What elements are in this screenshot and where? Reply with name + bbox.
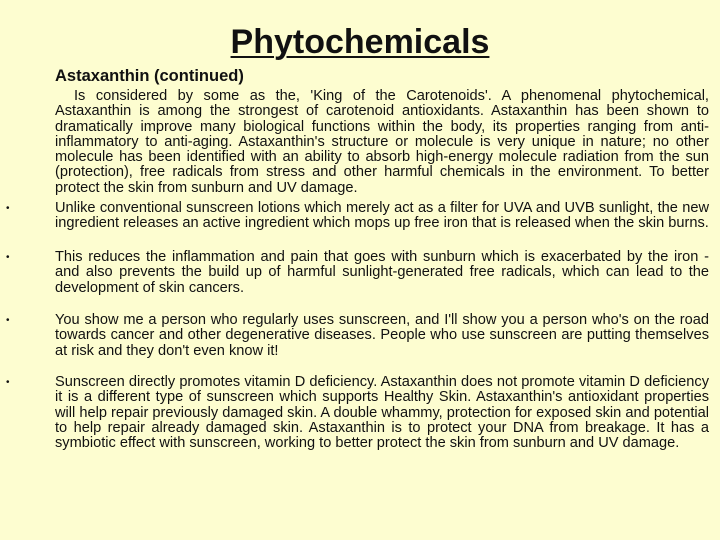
slide-title: Phytochemicals bbox=[230, 23, 490, 61]
bullet-text: This reduces the inflammation and pain that goes with sunburn which is exacerbated by the iron - and also prevents the build up of harmful sunlight-generated free radicals, which can lead to the development of skin cancers. bbox=[55, 249, 709, 296]
bullet-marker: • bbox=[6, 203, 10, 214]
slide-subtitle: Astaxanthin (continued) bbox=[55, 67, 244, 85]
bullet-marker: • bbox=[6, 315, 10, 326]
bullet-marker: • bbox=[6, 377, 10, 388]
bullet-text: You show me a person who regularly uses sunscreen, and I'll show you a person who's on the road towards cancer and other degenerative diseases. People who use sunscreen are putting themselves at risk and they don't even know it! bbox=[55, 312, 709, 359]
bullet-marker: • bbox=[6, 252, 10, 263]
intro-paragraph: Is considered by some as the, 'King of the Carotenoids'. A phenomenal phytochemical, Astaxanthin is among the strongest of carotenoid antioxidants. Astaxanthin has been shown to dramatically improve many biological functions within the body, its properties ranging from anti-inflammatory to anti-aging. Astaxanthin's structure or molecule is very unique in nature; no other molecule has been identified with an ability to absorb high-energy molecule radiation from the sun (protection), free radicals from stress and other harmful chemicals in the environment. To better protect the skin from sunburn and UV damage. bbox=[55, 88, 709, 196]
bullet-text: Unlike conventional sunscreen lotions which merely act as a filter for UVA and UVB sunlight, the new ingredient releases an active ingredient which mops up free iron that is released when the skin burns. bbox=[55, 200, 709, 232]
bullet-text: Sunscreen directly promotes vitamin D deficiency. Astaxanthin does not promote vitamin D deficiency it is a different type of sunscreen which supports Healthy Skin. Astaxanthin's antioxidant properties will help repair previously damaged skin. A double whammy, protection for exposed skin and potential to help repair already damaged skin. Astaxanthin is to protect your DNA from breakage. It has a symbiotic effect with sunscreen, working to better protect the skin from sunburn and UV damage. bbox=[55, 374, 709, 452]
